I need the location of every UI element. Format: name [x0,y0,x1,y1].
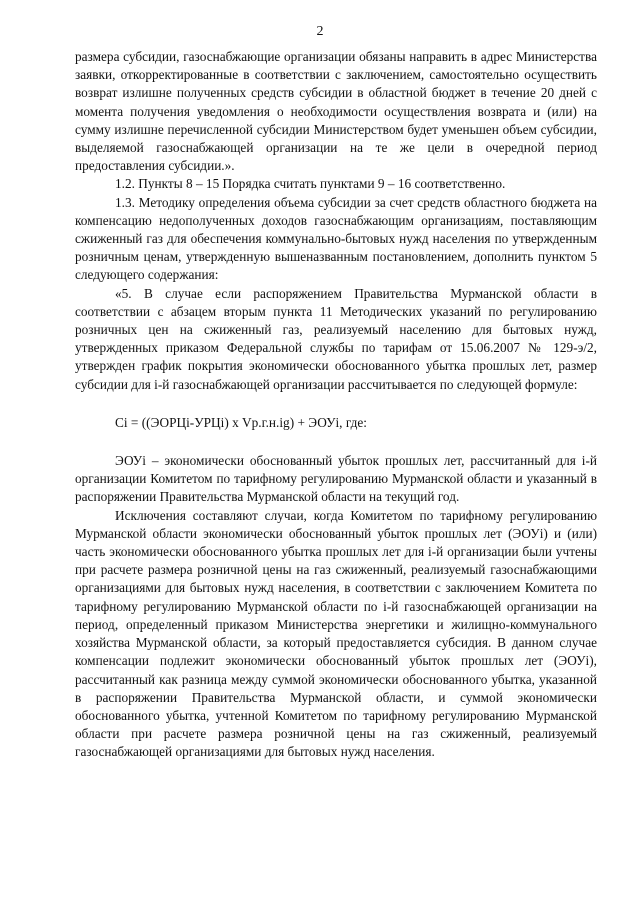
formula-line: Ci = ((ЭОРЦi-УРЦi) х Vр.г.н.ig) + ЭОУi, где: [115,414,367,430]
paragraph-point-5: «5. В случае если распоряжением Правительства Мурманской области в соответствии с абзацем вторым пункта 11 Методических указаний по регулированию розничных цен на сжиженный газ, реализуемый населению для бытовых нужд, утвержденных приказом Федеральной службы по тарифам от 15.06.2007 № 129-э/2, утвержден график покрытия экономически обоснованного убытка прошлых лет, размер субсидии для i-й газоснабжающей организации рассчитывается по следующей формуле: [75,285,597,392]
paragraph-1-2: 1.2. Пункты 8 – 15 Порядка считать пунктами 9 – 16 соответственно. [115,176,506,192]
paragraph-eoui-definition: ЭОУi – экономически обоснованный убыток прошлых лет, рассчитанный для i-й организации Комитетом по тарифному регулированию Мурманской области и указанный в распоряжении Правительства Мурманской области на текущий год. [75,453,597,505]
paragraph-1-3: 1.3. Методику определения объема субсидии за счет средств областного бюджета на компенсацию недополученных доходов газоснабжающим организациям, поставляющим сжиженный газ для обеспечения коммунально-бытовых нужд населения по утвержденным розничным ценам, утвержденную вышеназванным постановлением, дополнить пунктом 5 следующего содержания: [75,194,597,283]
paragraph-exceptions: Исключения составляют случаи, когда Комитетом по тарифному регулированию Мурманской области экономически обоснованный убыток прошлых лет (ЭОУi) и (или) часть экономически обоснованного убытка прошлых лет для i-й организации были учтены при расчете размера розничной цены на газ сжиженный, реализуемый газоснабжающими организациями для бытовых нужд населения, в соответствии с заключением Комитета по тарифному регулированию Мурманской области по i-й газоснабжающей организации на период, определенный приказом Министерства энергетики и жилищно-коммунального хозяйства Мурманской области, за который предоставляется субсидия. В данном случае компенсации подлежит экономически обоснованный убыток прошлых лет (ЭОУi), рассчитанный как разница между суммой экономически обоснованного убытка, указанной в распоряжении Правительства Мурманской области, и суммой экономически обоснованного убытка, учтенной Комитетом по тарифному регулированию Мурманской области при расчете размера розничной цены на газ сжиженный, реализуемый газоснабжающей организациями для бытовых нужд населения. [75,507,597,760]
paragraph-subsidy-return: размера субсидии, газоснабжающие организации обязаны направить в адрес Министерства заявки, откорректированные в соответствии с заключением, самостоятельно осуществить возврат излишне полученных средств субсидии в областной бюджет в течение 20 дней с момента получения уведомления о необходимости осуществления возврата и (или) на сумму излишне перечисленной субсидии Министерством будет уменьшен объем субсидии, выделяемой газоснабжающей организации на те же цели в очередной период предоставления субсидии.». [75,49,597,174]
page-number: 2 [316,24,324,39]
document-body [75,48,597,762]
